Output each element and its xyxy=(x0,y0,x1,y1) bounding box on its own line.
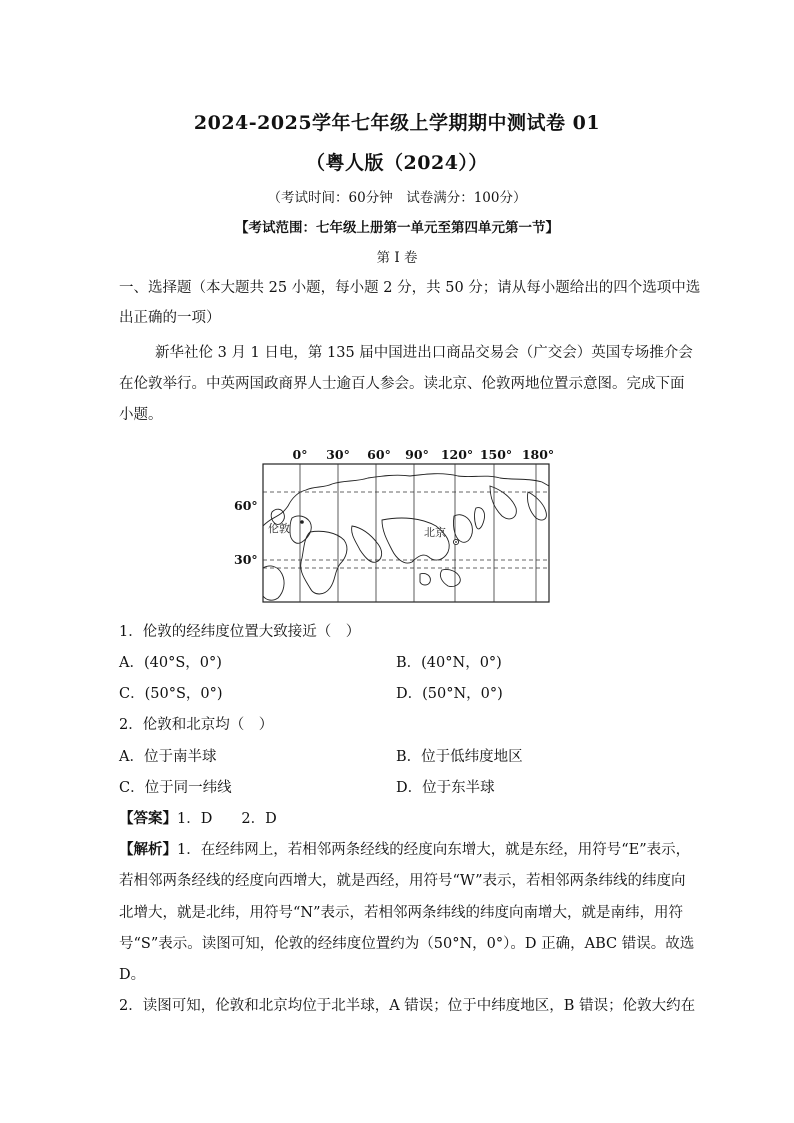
exam-info: （考试时间：60分钟 试卷满分：100分） xyxy=(267,190,527,206)
lat-label-30: 30° xyxy=(234,552,258,567)
exam-scope: 【考试范围：七年级上册第一单元至第四单元第一节】 xyxy=(235,220,559,236)
question-2-option-c: C．位于同一纬线 xyxy=(119,780,232,796)
lon-label-90: 90° xyxy=(405,447,429,462)
passage-line3: 小题。 xyxy=(119,407,163,423)
question-1-option-a: A．(40°S，0°) xyxy=(119,655,222,671)
question-2-option-a: A．位于南半球 xyxy=(119,749,217,765)
beijing-label: 北京 xyxy=(424,526,446,539)
exam-subtitle: （粤人版（2024）） xyxy=(306,152,488,174)
question-2-option-d: D．位于东半球 xyxy=(396,780,495,796)
lon-label-120: 120° xyxy=(440,447,474,462)
lon-label-150: 150° xyxy=(479,447,513,462)
analysis-line1 xyxy=(119,840,691,860)
question-2-option-b: B．位于低纬度地区 xyxy=(396,749,523,765)
analysis-line3: 北增大，就是北纬，用符号“N”表示，若相邻两条纬线的纬度向南增大，就是南纬，用符 xyxy=(119,905,684,921)
question-1-option-d: D．(50°N，0°) xyxy=(396,686,503,702)
analysis-line4: 号“S”表示。读图可知，伦敦的经纬度位置约为（50°N，0°）。D 正确，ABC 错误。故选 xyxy=(119,936,695,952)
answer-label: 【答案】 xyxy=(119,810,177,827)
passage-line2: 在伦敦举行。中英两国政商界人士逾百人参会。读北京、伦敦两地位置示意图。完成下面 xyxy=(119,376,685,392)
question-1-option-c: C．(50°S，0°) xyxy=(119,686,223,702)
analysis-line6: 2．读图可知，伦敦和北京均位于北半球，A 错误；位于中纬度地区，B 错误；伦敦大约在 xyxy=(119,998,696,1014)
exam-title: 2024-2025学年七年级上学期期中测试卷 01 xyxy=(193,112,601,134)
lat-label-60: 60° xyxy=(234,498,258,513)
london-marker xyxy=(300,520,304,524)
volume-label: 第 I 卷 xyxy=(376,250,418,266)
map-svg xyxy=(232,446,562,606)
lon-label-180: 180° xyxy=(521,447,555,462)
analysis-label: 【解析】 xyxy=(119,841,177,858)
answer-text: 1．D 2．D xyxy=(177,811,277,827)
lon-label-60: 60° xyxy=(367,447,391,462)
passage-line1: 新华社伦 3 月 1 日电，第 135 届中国进出口商品交易会（广交会）英国专场推介会 xyxy=(155,345,693,361)
london-label: 伦敦 xyxy=(268,522,290,535)
lon-label-0: 0° xyxy=(292,447,308,462)
question-1-stem: 1．伦敦的经纬度位置大致接近（ ） xyxy=(119,624,361,640)
question-2-stem: 2．伦敦和北京均（ ） xyxy=(119,717,274,733)
answer-line xyxy=(119,809,679,829)
section-heading-line1: 一、选择题（本大题共 25 小题，每小题 2 分，共 50 分；请从每小题给出的四个选项中选 xyxy=(119,280,701,296)
analysis-line2: 若相邻两条经线的经度向西增大，就是西经，用符号“W”表示，若相邻两条纬线的纬度向 xyxy=(119,873,686,889)
section-heading-line2: 出正确的一项） xyxy=(119,310,221,326)
beijing-marker-dot xyxy=(455,541,457,543)
analysis-text-1: 1．在经纬网上，若相邻两条经线的经度向东增大，就是东经，用符号“E”表示， xyxy=(177,842,691,858)
question-1-option-b: B．(40°N，0°) xyxy=(396,655,502,671)
lon-label-30: 30° xyxy=(326,447,350,462)
location-map xyxy=(232,446,562,606)
analysis-line5: D。 xyxy=(119,967,146,983)
